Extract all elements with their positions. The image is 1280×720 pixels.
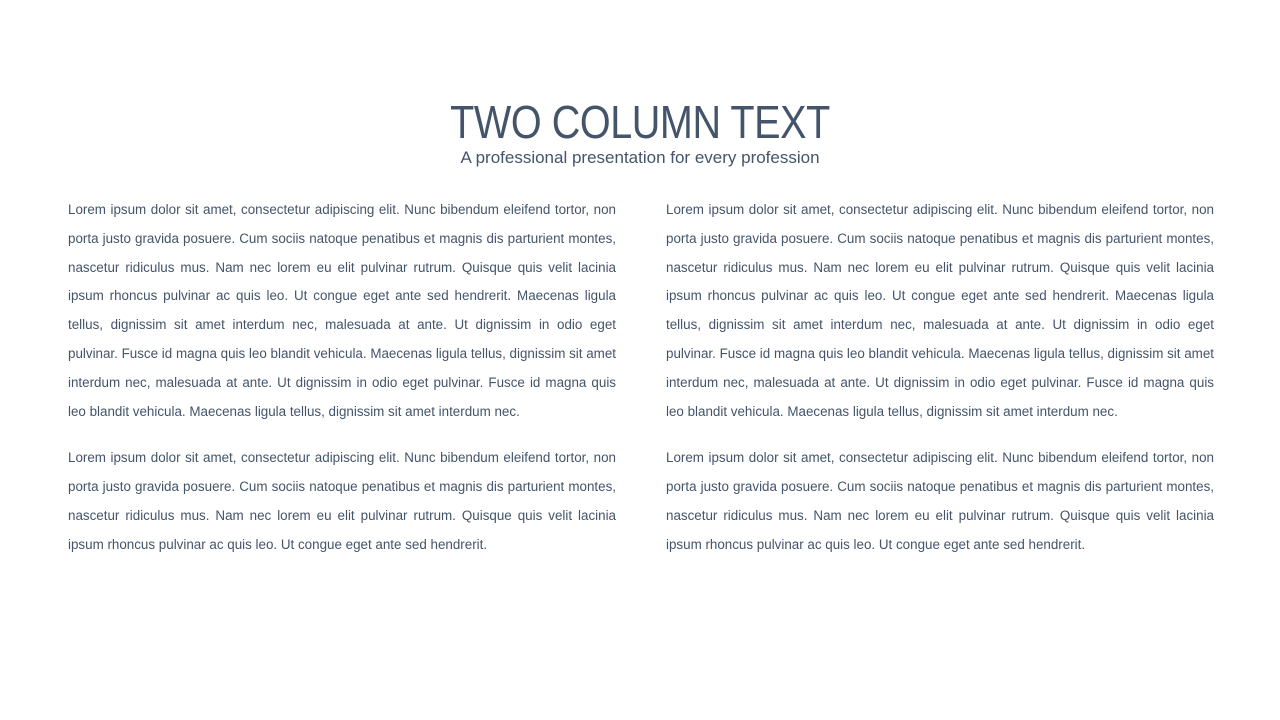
left-paragraph-2: Lorem ipsum dolor sit amet, consectetur adipiscing elit. Nunc bibendum eleifend tortor, non porta justo gravida posuere. Cum sociis natoque penatibus et magnis dis parturient montes, nascetur ridiculus mus. Nam nec lorem eu elit pulvinar rutrum. Quisque quis velit lacinia ipsum rhoncus pulvinar ac quis leo. Ut congue eget ante sed hendrerit.: [68, 450, 616, 552]
left-paragraph-1: Lorem ipsum dolor sit amet, consectetur adipiscing elit. Nunc bibendum eleifend tortor, non porta justo gravida posuere. Cum sociis natoque penatibus et magnis dis parturient montes, nascetur ridiculus mus. Nam nec lorem eu elit pulvinar rutrum. Quisque quis velit lacinia ipsum rhoncus pulvinar ac quis leo. Ut congue eget ante sed hendrerit. Maecenas ligula tellus, dignissim sit amet interdum nec, malesuada at ante. Ut dignissim in odio eget pulvinar. Fusce id magna quis leo blandit vehicula. Maecenas ligula tellus, dignissim sit amet interdum nec, malesuada at ante. Ut dignissim in odio eget pulvinar. Fusce id magna quis leo blandit vehicula. Maecenas ligula tellus, dignissim sit amet interdum nec.: [68, 202, 616, 419]
slide-subtitle: A professional presentation for every profession: [460, 148, 820, 167]
slide-title: TWO COLUMN TEXT: [450, 96, 830, 148]
right-paragraph-1: Lorem ipsum dolor sit amet, consectetur adipiscing elit. Nunc bibendum eleifend tortor, non porta justo gravida posuere. Cum sociis natoque penatibus et magnis dis parturient montes, nascetur ridiculus mus. Nam nec lorem eu elit pulvinar rutrum. Quisque quis velit lacinia ipsum rhoncus pulvinar ac quis leo. Ut congue eget ante sed hendrerit. Maecenas ligula tellus, dignissim sit amet interdum nec, malesuada at ante. Ut dignissim in odio eget pulvinar. Fusce id magna quis leo blandit vehicula. Maecenas ligula tellus, dignissim sit amet interdum nec, malesuada at ante. Ut dignissim in odio eget pulvinar. Fusce id magna quis leo blandit vehicula. Maecenas ligula tellus, dignissim sit amet interdum nec.: [666, 202, 1214, 419]
left-text-column: [68, 196, 616, 578]
right-paragraph-2: Lorem ipsum dolor sit amet, consectetur adipiscing elit. Nunc bibendum eleifend tortor, non porta justo gravida posuere. Cum sociis natoque penatibus et magnis dis parturient montes, nascetur ridiculus mus. Nam nec lorem eu elit pulvinar rutrum. Quisque quis velit lacinia ipsum rhoncus pulvinar ac quis leo. Ut congue eget ante sed hendrerit.: [666, 450, 1214, 552]
right-text-column: [666, 196, 1214, 578]
